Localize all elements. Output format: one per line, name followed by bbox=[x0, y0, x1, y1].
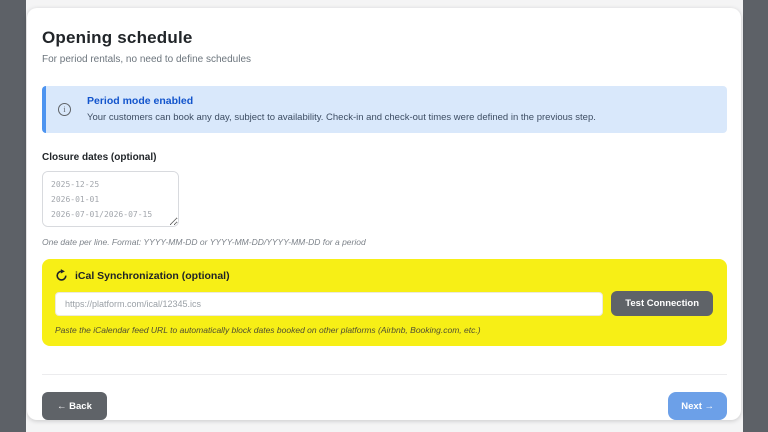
period-mode-alert-body: Your customers can book any day, subject to availability. Check-in and check-out times were defined in the previous step. bbox=[87, 112, 596, 123]
period-mode-alert-content bbox=[87, 95, 596, 123]
info-circle-icon: i bbox=[58, 103, 71, 116]
period-mode-alert-title: Period mode enabled bbox=[87, 95, 194, 107]
left-edge-bar bbox=[0, 0, 26, 432]
page-title: Opening schedule bbox=[42, 28, 193, 47]
ical-sync-hint: Paste the iCalendar feed URL to automatically block dates booked on other platforms (Airbnb, Booking.com, etc.) bbox=[55, 325, 481, 335]
closure-dates-hint: One date per line. Format: YYYY-MM-DD or YYYY-MM-DD/YYYY-MM-DD for a period bbox=[42, 237, 366, 247]
closure-dates-textarea[interactable] bbox=[42, 171, 179, 227]
next-button[interactable]: Next → bbox=[668, 392, 727, 420]
period-mode-alert bbox=[42, 86, 727, 133]
test-connection-button[interactable]: Test Connection bbox=[611, 291, 713, 316]
footer-actions bbox=[42, 392, 727, 420]
sync-icon bbox=[55, 269, 68, 282]
closure-dates-label: Closure dates (optional) bbox=[42, 152, 157, 163]
opening-schedule-card bbox=[27, 8, 741, 420]
ical-url-row bbox=[55, 291, 713, 316]
ical-url-input[interactable] bbox=[55, 292, 603, 316]
footer-divider bbox=[42, 374, 727, 375]
ical-sync-title: iCal Synchronization (optional) bbox=[75, 269, 230, 282]
ical-sync-header bbox=[55, 269, 713, 282]
back-button[interactable]: ← Back bbox=[42, 392, 107, 420]
page-subtitle: For period rentals, no need to define schedules bbox=[42, 54, 252, 65]
ical-sync-panel bbox=[42, 259, 727, 346]
right-edge-bar bbox=[743, 0, 768, 432]
